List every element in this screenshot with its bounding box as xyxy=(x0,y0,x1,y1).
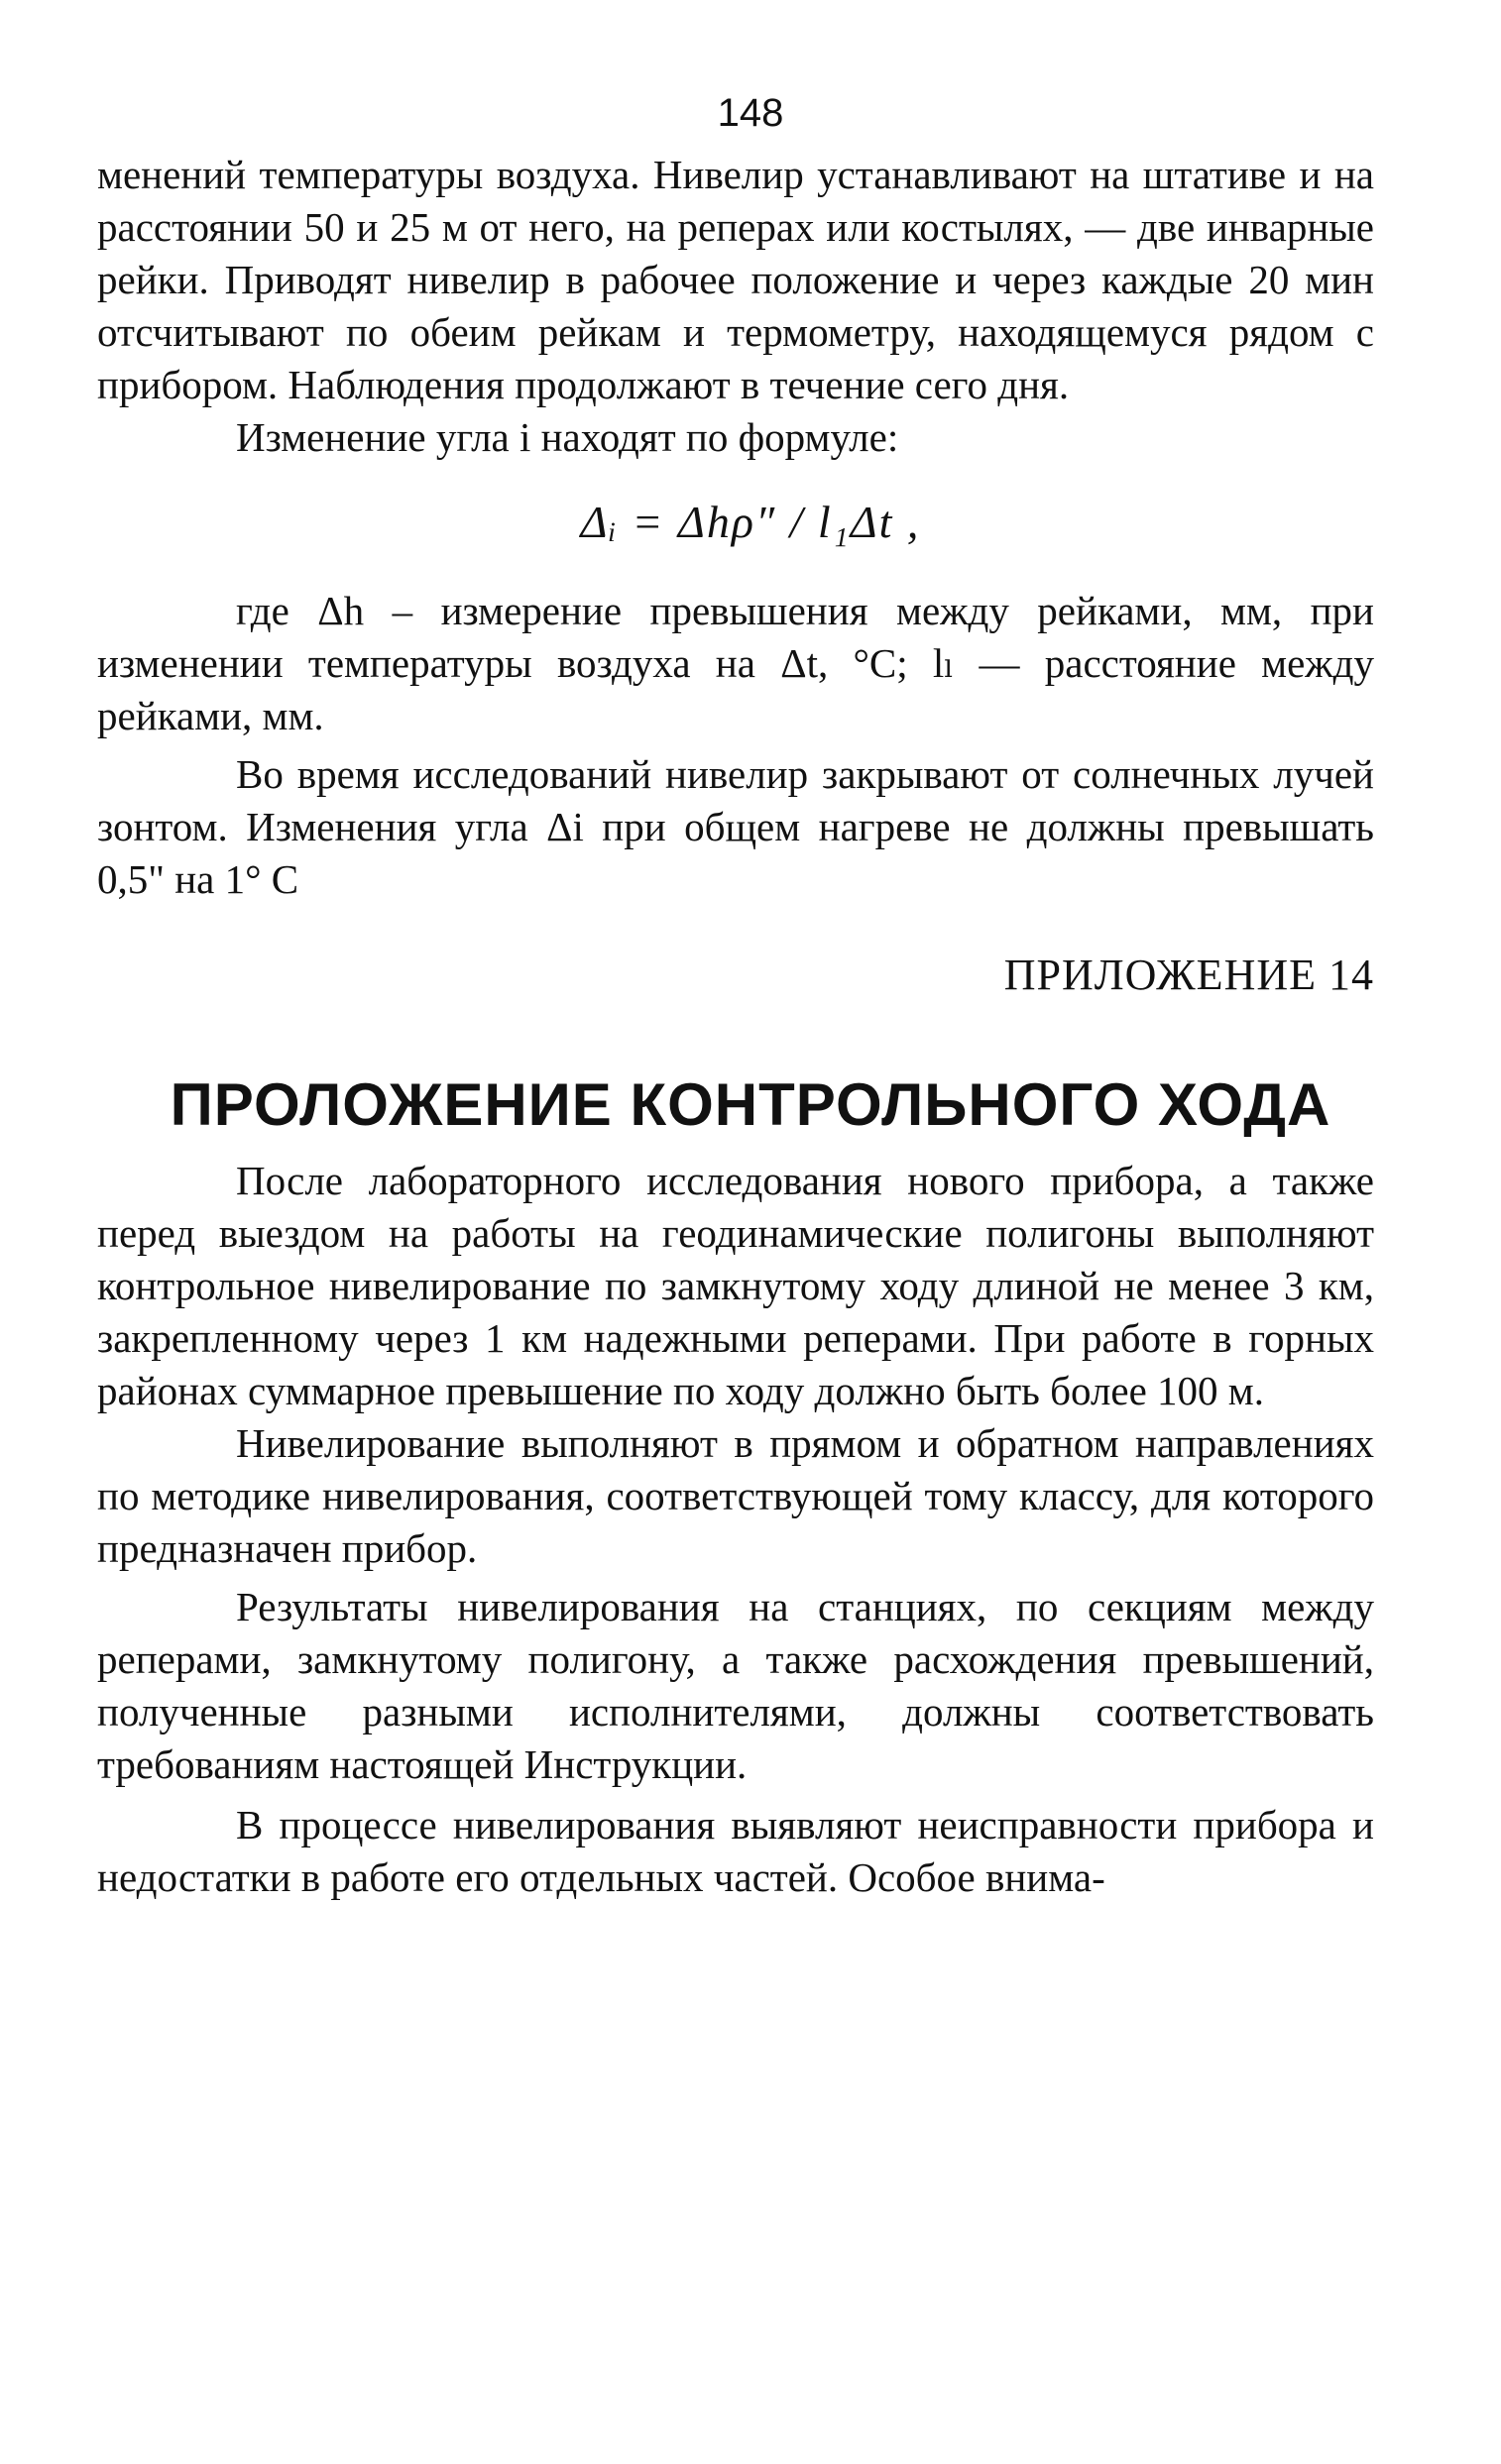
page-number: 148 xyxy=(717,91,784,135)
appendix-label: ПРИЛОЖЕНИЕ 14 xyxy=(1003,951,1374,999)
paragraph-text: В процессе нивелирования выявляют неисправности прибора и недостатки в работе его отдельных частей. Особое внима- xyxy=(97,1802,1374,1900)
section-paragraph-1 xyxy=(97,1155,1374,1417)
section-paragraph-2 xyxy=(97,1417,1374,1575)
paragraph-formula-intro: Изменение угла i находят по формуле: xyxy=(236,414,899,460)
section-title: ПРОЛОЖЕНИЕ КОНТРОЛЬНОГО ХОДА xyxy=(170,1071,1331,1138)
section-paragraph-4 xyxy=(97,1799,1374,1904)
paragraph-sun: Во время исследований нивелир закрывают от солнечных лучей зонтом. Изменения угла Δi при общем нагреве не должны превышать 0,5" на 1° C xyxy=(97,751,1374,902)
paragraph-where: где Δh – измерение превышения между рейками, мм, при изменении температуры воздуха на Δt, °C; lₗ — расстояние между рейками, мм. xyxy=(97,588,1374,738)
text-block-where xyxy=(97,585,1374,742)
paragraph-text: После лабораторного исследования нового прибора, а также перед выездом на работы на геодинамические полигоны выполняют контрольное нивелирование по замкнутому ходу длиной не менее 3 км, закрепленному через 1 км надежными реперами. При работе в горных районах суммарное превышение по ходу должно быть более 100 м. xyxy=(97,1158,1374,1413)
text-block-sun xyxy=(97,748,1374,906)
paragraph-text: Результаты нивелирования на станциях, по секциям между реперами, замкнутому полигону, а также расхождения превышений, полученные разными исполнителями, должны соответствовать требованиям настоящей Инструкции. xyxy=(97,1584,1374,1787)
paragraph-continued: менений температуры воздуха. Нивелир устанавливают на штативе и на расстоянии 50 и 25 м от него, на реперах или костылях, — две инварные рейки. Приводят нивелир в рабочее положение и через каждые 20 мин отсчитывают по обеим рейкам и термометру, находящемуся рядом с прибором. Наблюдения продолжают в течение сего дня. xyxy=(97,152,1374,407)
section-paragraph-3 xyxy=(97,1581,1374,1791)
text-block-intro xyxy=(97,149,1374,464)
formula: Δᵢ = Δhρ″ / l₁Δt , xyxy=(580,497,921,547)
paragraph-text: Нивелирование выполняют в прямом и обратном направлениях по методике нивелирования, соответствующей тому классу, для которого предназначен прибор. xyxy=(97,1420,1374,1571)
